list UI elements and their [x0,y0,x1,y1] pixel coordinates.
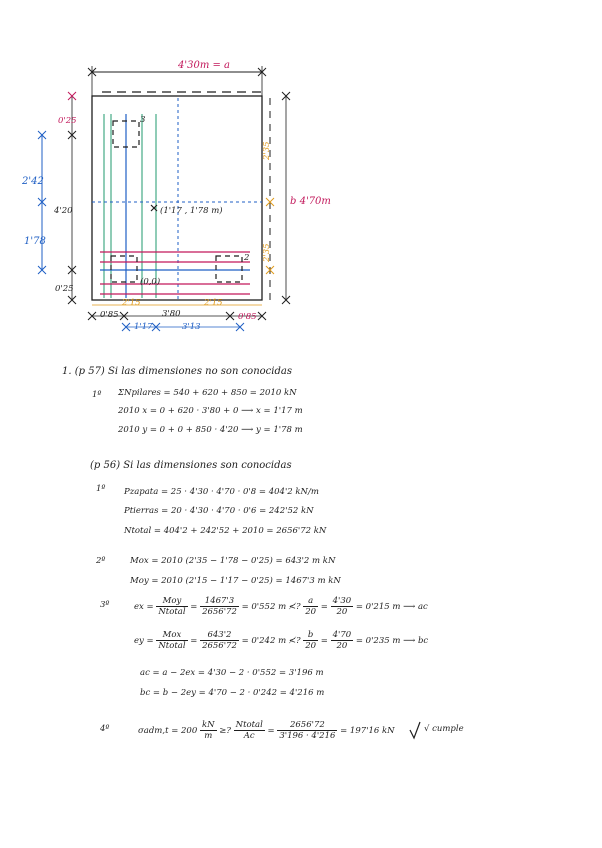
sigma-frac-2-den: 3'196 · 4'216 [279,731,336,741]
ex-lhs: ex = [134,602,154,612]
s2-step-2-label: 2º [96,556,106,566]
dim-label-bottom-380: 3'80 [162,309,181,319]
dim-label-left-420: 4'20 [54,206,73,216]
ey-eq-2: = [320,636,328,646]
cg-label: (1'17 , 1'78 m) [160,206,223,216]
section-2-header: (p 56) Si las dimensiones son conocidas [90,460,292,471]
section-1-header: 1. (p 57) Si las dimensiones no son conocidas [62,366,292,377]
dim-label-left-178: 1'78 [24,236,46,247]
sigma-tail: = 197'16 kN [340,726,395,736]
sigma-lhs: σadm,t = 200 [138,726,198,736]
ey-frac-3-den: 20 [305,641,317,651]
dim-label-right-235-top: 2'35 [262,141,272,160]
dim-label-bottom-085-left: 0'85 [100,310,119,320]
origin-label: (0,0) [140,277,161,287]
sigma-unit-num: kN [201,720,215,730]
sigma-equation [138,720,395,741]
s2-line-4: Mox = 2010 (2'35 − 1'78 − 0'25) = 643'2 m kN [130,556,336,566]
ex-frac-4-den: 20 [336,607,348,617]
ex-frac-4-num: 4'30 [332,596,352,606]
sigma-frac-1 [234,720,265,741]
ex-eq-2: = [320,602,328,612]
s2-step-1-label: 1º [96,484,106,494]
pillar-1 [111,256,137,282]
s1-line-1: ΣNpilares = 540 + 620 + 850 = 2010 kN [118,388,297,398]
ex-frac-4 [331,596,354,617]
ey-frac-3-num: b [303,630,318,641]
dim-label-bottom-117: 1'17 [134,322,153,332]
ey-frac-1 [156,630,187,651]
ey-lhs: ey = [134,636,154,646]
ex-eq: = [190,602,198,612]
s1-step-1-label: 1º [92,390,102,400]
ey-frac-4-den: 20 [336,641,348,651]
s2-step-4-label: 4º [100,724,110,734]
dim-label-left-025-top: 0'25 [58,116,77,126]
ex-frac-1 [156,596,187,617]
ex-frac-3-num: a [303,596,318,607]
s2-line-1: Pzapata = 25 · 4'30 · 4'70 · 0'8 = 404'2 kN/m [124,487,319,497]
pillar-2 [216,256,242,282]
ey-eq: = [190,636,198,646]
s2-step-3-label: 3º [100,600,110,610]
dim-label-bottom-215-right: 2'15 [204,298,223,308]
ey-frac-2-den: 2656'72 [202,641,237,651]
ex-mid: = 0'552 m ≮? [241,602,301,612]
cumple-label: √ cumple [424,724,464,734]
dim-label-bottom-085-right: 0'85 [238,312,257,322]
ex-frac-3 [303,596,318,617]
s2-line-3: Ntotal = 404'2 + 242'52 + 2010 = 2656'72 kN [124,526,327,536]
ey-equation [134,630,428,651]
dim-label-top: 4'30m = a [178,60,231,71]
ey-tail: = 0'235 m ⟶ bc [355,636,429,646]
sigma-unit [200,720,217,741]
ex-frac-2 [200,596,239,617]
dim-label-bottom-313: 3'13 [182,322,201,332]
s1-line-3: 2010 y = 0 + 0 + 850 · 4'20 ⟶ y = 1'78 m [118,425,303,435]
ey-frac-2-num: 643'2 [200,630,239,641]
ac-line: ac = a − 2ex = 4'30 − 2 · 0'552 = 3'196 m [140,668,324,678]
ey-frac-2 [200,630,239,651]
ex-equation [134,596,428,617]
s2-line-5: Moy = 2010 (2'15 − 1'17 − 0'25) = 1467'3 m kN [130,576,341,586]
ey-frac-4-num: 4'70 [332,630,352,640]
ex-frac-3-den: 20 [305,607,317,617]
dim-label-right-235-bottom: 2'35 [262,243,272,262]
ex-tail: = 0'215 m ⟶ ac [355,602,428,612]
sigma-mid: ≥? [219,726,231,736]
sigma-frac-2-num: 2656'72 [277,720,337,731]
ey-frac-1-num: Mox [156,630,187,641]
ey-frac-4 [331,630,354,651]
dim-label-left-242: 2'42 [22,176,44,187]
ex-frac-2-den: 2656'72 [202,607,237,617]
ey-frac-1-den: Ntotal [158,641,186,651]
s1-line-2: 2010 x = 0 + 620 · 3'80 + 0 ⟶ x = 1'17 m [118,406,303,416]
dim-label-bottom-215-left: 2'15 [122,298,141,308]
pillar-3-label: 3 [140,115,146,125]
dim-label-right: b 4'70m [290,196,331,207]
ey-frac-3 [303,630,318,651]
sigma-frac-2 [277,720,337,741]
sigma-frac-1-num: Ntotal [235,720,263,730]
ex-frac-1-den: Ntotal [158,607,186,617]
sigma-eq: = [267,726,275,736]
s2-line-2: Ptierras = 20 · 4'30 · 4'70 · 0'6 = 242'52 kN [124,506,314,516]
dim-label-left-025-bottom: 0'25 [55,284,74,294]
sigma-frac-1-den: Ac [243,731,255,741]
check-mark-icon [410,722,420,738]
ey-mid: = 0'242 m ≮? [241,636,301,646]
ex-frac-1-num: Moy [156,596,187,607]
sigma-unit-den: m [204,731,213,741]
pillar-2-label: 2 [244,253,250,263]
bc-line: bc = b − 2ey = 4'70 − 2 · 0'242 = 4'216 m [140,688,325,698]
ex-frac-2-num: 1467'3 [200,596,239,607]
